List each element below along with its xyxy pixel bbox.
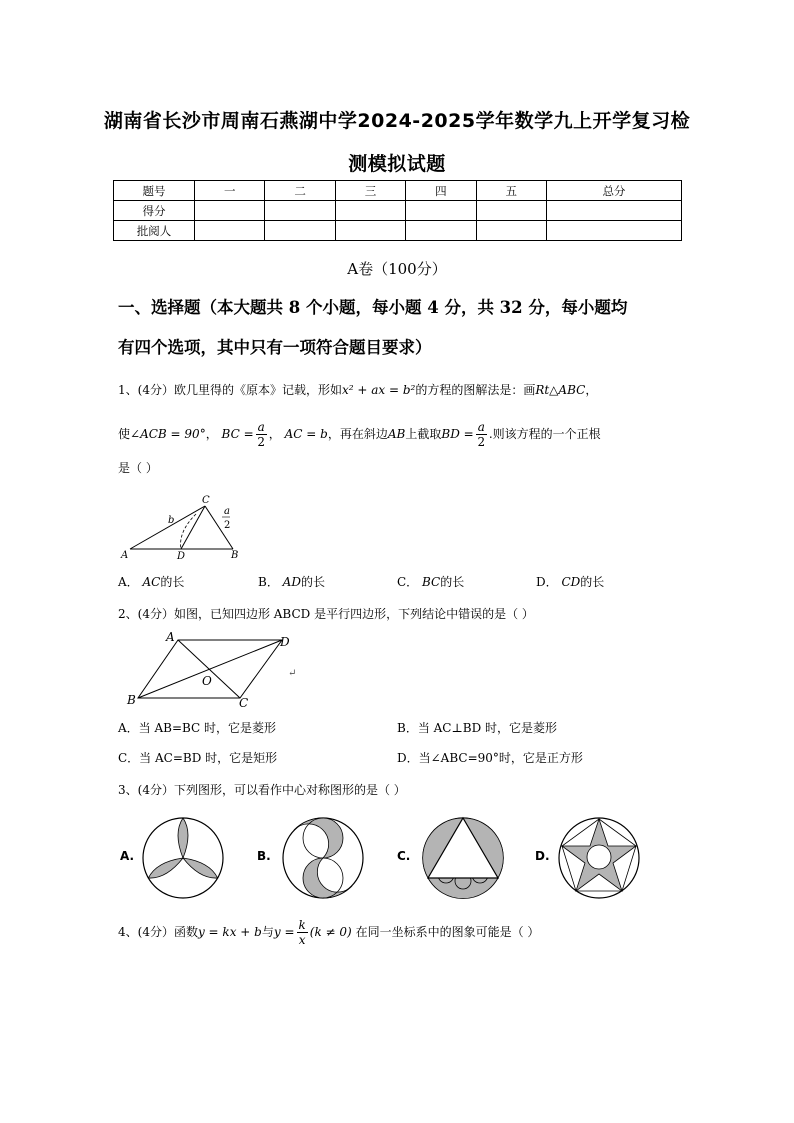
score-row-label: 批阅人 xyxy=(114,221,195,241)
triangle-figure xyxy=(118,492,248,562)
option-a[interactable]: A． AC的长 xyxy=(118,575,185,589)
score-cell[interactable] xyxy=(546,221,681,241)
score-cell[interactable] xyxy=(335,221,405,241)
score-table-header-row xyxy=(114,181,682,201)
score-table-row xyxy=(114,201,682,221)
option-b[interactable]: B． AD的长 xyxy=(258,575,325,589)
option-d[interactable]: D． CD的长 xyxy=(536,575,605,589)
figure-a[interactable] xyxy=(140,815,226,901)
label-c: C xyxy=(202,495,210,506)
score-row-label: 得分 xyxy=(114,201,195,221)
fraction-a-over-2: $\frac{a}{2}$ xyxy=(257,420,266,449)
segment-ac xyxy=(130,506,205,549)
score-header-cell: 三 xyxy=(335,181,405,201)
label-side-a: a xyxy=(224,506,230,517)
page-title-line-2: 测模拟试题 xyxy=(348,153,446,175)
option-a[interactable]: A．当 AB=BC 时，它是菱形 xyxy=(118,721,277,735)
option-b[interactable]: B．当 AC⊥BD 时，它是菱形 xyxy=(397,721,558,735)
label-c: C xyxy=(239,696,249,710)
option-d-label[interactable]: D. xyxy=(535,849,550,863)
option-c-label[interactable]: C. xyxy=(397,849,411,863)
label-d: D xyxy=(177,551,186,562)
fraction-k-over-x: $\frac{k}{x}$ xyxy=(298,918,306,947)
score-cell[interactable] xyxy=(546,201,681,221)
part-one-heading-line-1: 一、选择题（本大题共 8 个小题，每小题 4 分，共 32 分，每小题均 xyxy=(118,298,628,317)
label-side-2: 2 xyxy=(224,520,231,531)
score-cell[interactable] xyxy=(195,221,265,241)
section-a-heading: A卷（100分） xyxy=(347,260,447,278)
figure-d[interactable] xyxy=(556,815,642,901)
score-cell[interactable] xyxy=(335,201,405,221)
label-side-b: b xyxy=(168,515,175,526)
label-a: A xyxy=(166,630,175,644)
triangle-notation: Rt△ABC xyxy=(535,383,586,397)
label-o: O xyxy=(202,674,212,688)
score-cell[interactable] xyxy=(265,201,335,221)
option-d[interactable]: D．当∠ABC=90°时，它是正方形 xyxy=(397,751,583,765)
option-c[interactable]: C． BC的长 xyxy=(397,575,465,589)
part-one-heading-line-2: 有四个选项，其中只有一项符合题目要求） xyxy=(118,338,432,357)
score-header-cell: 二 xyxy=(265,181,335,201)
question-1-line-2: 使∠ACB = 90°， BC = $\frac{a}{2}$ ， AC = b，再在斜边AB上截取BD = $\frac{a}{2}$ .则该方程的一个正根 xyxy=(118,420,601,449)
figure-c[interactable] xyxy=(420,815,506,901)
score-cell[interactable] xyxy=(476,201,546,221)
score-cell[interactable] xyxy=(195,201,265,221)
parallelogram-figure xyxy=(120,628,310,710)
question-1-line-1: 1、(4分）欧几里得的《原本》记载，形如x² + ax = b²的方程的图解法是：画Rt△ABC， xyxy=(118,383,598,397)
label-b: B xyxy=(231,550,239,561)
question-2-text: 2、(4分）如图，已知四边形 ABCD 是平行四边形，下列结论中错误的是（ ） xyxy=(118,607,534,621)
figure-b[interactable] xyxy=(280,815,366,901)
score-header-cell: 五 xyxy=(476,181,546,201)
inner-circle xyxy=(587,845,611,869)
label-a: A xyxy=(121,550,129,561)
score-cell[interactable] xyxy=(265,221,335,241)
fraction-a-over-2: $\frac{a}{2}$ xyxy=(477,420,486,449)
return-mark: ↵ xyxy=(288,668,297,679)
question-3-text: 3、(4分）下列图形，可以看作中心对称图形的是（ ） xyxy=(118,783,406,797)
score-header-cell: 四 xyxy=(406,181,476,201)
score-table xyxy=(113,180,682,241)
label-b: B xyxy=(127,693,136,707)
page-title-line-1: 湖南省长沙市周南石燕湖中学2024-2025学年数学九上开学复习检 xyxy=(103,110,691,132)
option-b-label[interactable]: B. xyxy=(257,849,271,863)
score-header-cell: 总分 xyxy=(546,181,681,201)
equation: y = kx + b xyxy=(197,925,262,939)
equation: x² + ax = b² xyxy=(341,383,416,397)
question-1-line-3: 是（ ） xyxy=(118,461,158,475)
option-a-label[interactable]: A. xyxy=(120,849,135,863)
score-cell[interactable] xyxy=(406,201,476,221)
label-d: D xyxy=(280,635,290,649)
score-table-row xyxy=(114,221,682,241)
score-cell[interactable] xyxy=(406,221,476,241)
score-cell[interactable] xyxy=(476,221,546,241)
option-c[interactable]: C．当 AC=BD 时，它是矩形 xyxy=(118,751,278,765)
score-header-cell: 一 xyxy=(195,181,265,201)
question-4-text: 4、(4分）函数y = kx + b与y = $\frac{k}{x}$ (k ≠ 0) 在同一坐标系中的图象可能是（ ） xyxy=(118,918,540,947)
score-header-cell: 题号 xyxy=(114,181,195,201)
